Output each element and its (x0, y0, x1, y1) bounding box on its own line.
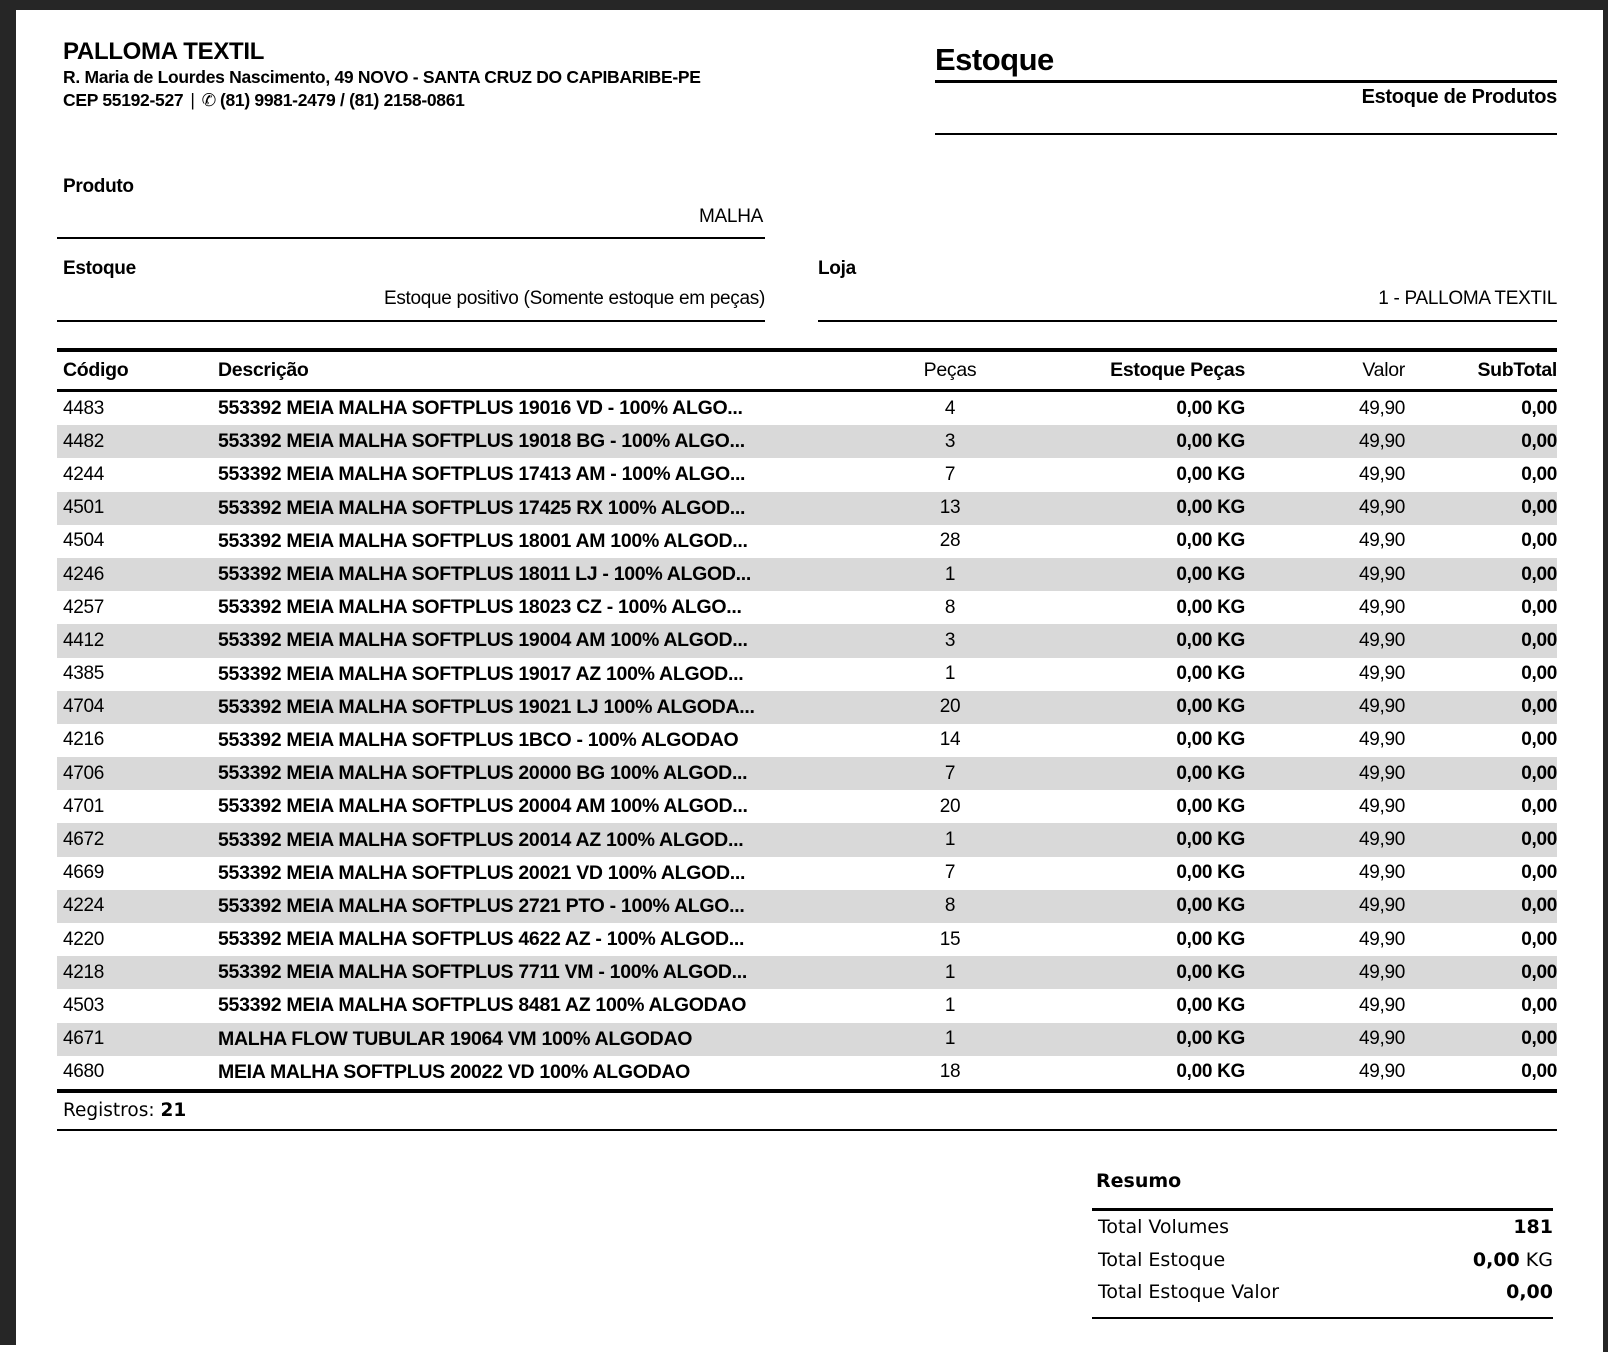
cell-estoque: 0,00 KG (1176, 1028, 1245, 1050)
cell-descricao: 553392 MEIA MALHA SOFTPLUS 17425 RX 100% ALGOD... (218, 496, 746, 519)
company-cep: CEP 55192-527 (63, 90, 184, 110)
cell-codigo: 4412 (63, 629, 105, 651)
table-body (57, 392, 1557, 1089)
cell-descricao: 553392 MEIA MALHA SOFTPLUS 2721 PTO - 100% ALGO... (218, 894, 745, 917)
table-row (57, 890, 1557, 923)
cell-pecas: 3 (944, 629, 956, 651)
cell-pecas: 1 (944, 563, 956, 585)
cell-subtotal: 0,00 (1521, 729, 1557, 751)
cell-subtotal: 0,00 (1521, 1028, 1557, 1050)
cell-codigo: 4671 (63, 1028, 105, 1050)
cell-codigo: 4216 (63, 729, 105, 751)
col-header-descricao: Descrição (218, 359, 309, 381)
cell-subtotal: 0,00 (1521, 463, 1557, 485)
cell-pecas: 14 (939, 729, 961, 751)
cell-subtotal: 0,00 (1521, 928, 1557, 950)
viewer-frame-left (0, 0, 16, 1345)
cell-subtotal: 0,00 (1521, 696, 1557, 718)
cell-descricao: 553392 MEIA MALHA SOFTPLUS 18023 CZ - 100% ALGO... (218, 596, 742, 619)
cell-valor: 49,90 (1358, 1061, 1405, 1083)
cell-estoque: 0,00 KG (1176, 961, 1245, 983)
cell-pecas: 18 (939, 1061, 961, 1083)
col-header-valor: Valor (1362, 359, 1405, 381)
cell-pecas: 1 (944, 829, 956, 851)
summary-row-total-estoque-valor (1092, 1276, 1553, 1309)
cell-valor: 49,90 (1358, 994, 1405, 1016)
cell-pecas: 3 (944, 430, 956, 452)
cell-valor: 49,90 (1358, 795, 1405, 817)
cell-pecas: 7 (944, 862, 956, 884)
cell-valor: 49,90 (1358, 430, 1405, 452)
table-row (57, 691, 1557, 724)
cell-pecas: 28 (939, 530, 961, 552)
cell-pecas: 13 (939, 497, 961, 519)
report-subtitle: Estoque de Produtos (1361, 86, 1557, 108)
table-row (57, 790, 1557, 823)
cell-valor: 49,90 (1358, 928, 1405, 950)
cell-valor: 49,90 (1358, 596, 1405, 618)
summary-label: Total Estoque (1098, 1248, 1226, 1271)
company-address: R. Maria de Lourdes Nascimento, 49 NOVO - SANTA CRUZ DO CAPIBARIBE-PE (63, 67, 701, 87)
cell-subtotal: 0,00 (1521, 829, 1557, 851)
cell-valor: 49,90 (1358, 961, 1405, 983)
cell-estoque: 0,00 KG (1176, 663, 1245, 685)
cell-codigo: 4246 (63, 563, 105, 585)
cell-estoque: 0,00 KG (1176, 895, 1245, 917)
cell-codigo: 4224 (63, 895, 105, 917)
cell-valor: 49,90 (1358, 696, 1405, 718)
cell-estoque: 0,00 KG (1176, 862, 1245, 884)
table-row (57, 425, 1557, 458)
cell-estoque: 0,00 KG (1176, 530, 1245, 552)
summary-value: 0,00 KG (1472, 1248, 1553, 1271)
cell-estoque: 0,00 KG (1176, 696, 1245, 718)
cell-estoque: 0,00 KG (1176, 1061, 1245, 1083)
cell-descricao: 553392 MEIA MALHA SOFTPLUS 19016 VD - 100% ALGO... (218, 397, 743, 420)
col-header-codigo: Código (63, 359, 129, 381)
cell-descricao: 553392 MEIA MALHA SOFTPLUS 20000 BG 100% ALGOD... (218, 762, 748, 785)
summary-title: Resumo (1096, 1170, 1182, 1192)
filter-estoque-label: Estoque (63, 258, 136, 279)
cell-valor: 49,90 (1358, 729, 1405, 751)
table-header-row (57, 352, 1557, 389)
viewer-frame-top (0, 0, 1608, 10)
cell-codigo: 4672 (63, 829, 105, 851)
table-row (57, 724, 1557, 757)
table-row (57, 757, 1557, 790)
cell-descricao: 553392 MEIA MALHA SOFTPLUS 17413 AM - 100% ALGO... (218, 463, 746, 486)
table-row (57, 591, 1557, 624)
table-row (57, 392, 1557, 425)
filter-estoque-value: Estoque positivo (Somente estoque em peças) (383, 288, 765, 309)
cell-codigo: 4244 (63, 463, 105, 485)
registros-count-line (63, 1100, 186, 1121)
cell-valor: 49,90 (1358, 530, 1405, 552)
cell-codigo: 4220 (63, 928, 105, 950)
table-row (57, 956, 1557, 989)
company-name: PALLOMA TEXTIL (63, 38, 265, 65)
company-phones: (81) 9981-2479 / (81) 2158-0861 (219, 90, 465, 110)
cell-descricao: 553392 MEIA MALHA SOFTPLUS 18011 LJ - 100% ALGOD... (218, 563, 752, 586)
cell-pecas: 7 (944, 762, 956, 784)
cell-subtotal: 0,00 (1521, 629, 1557, 651)
cell-estoque: 0,00 KG (1176, 994, 1245, 1016)
cell-subtotal: 0,00 (1521, 563, 1557, 585)
cell-codigo: 4669 (63, 862, 105, 884)
subtitle-underline (935, 133, 1557, 135)
cell-pecas: 1 (944, 994, 956, 1016)
cell-descricao: MEIA MALHA SOFTPLUS 20022 VD 100% ALGODAO (218, 1060, 691, 1083)
registros-underline (57, 1129, 1557, 1131)
summary-label: Total Estoque Valor (1098, 1281, 1280, 1303)
cell-pecas: 4 (944, 397, 956, 419)
table-row (57, 823, 1557, 856)
summary-row-total-volumes (1092, 1211, 1553, 1244)
cell-descricao: 553392 MEIA MALHA SOFTPLUS 19004 AM 100% ALGOD... (218, 629, 748, 652)
table-row (57, 658, 1557, 691)
cell-pecas: 7 (944, 463, 956, 485)
cell-estoque: 0,00 KG (1176, 397, 1245, 419)
cell-estoque: 0,00 KG (1176, 629, 1245, 651)
cell-valor: 49,90 (1358, 463, 1405, 485)
cell-estoque: 0,00 KG (1176, 829, 1245, 851)
cell-descricao: 553392 MEIA MALHA SOFTPLUS 4622 AZ - 100% ALGOD... (218, 928, 745, 951)
summary-bottom-border (1092, 1317, 1553, 1319)
cell-subtotal: 0,00 (1521, 895, 1557, 917)
cell-valor: 49,90 (1358, 629, 1405, 651)
cell-pecas: 15 (939, 928, 961, 950)
cell-pecas: 8 (944, 596, 956, 618)
cell-pecas: 8 (944, 895, 956, 917)
cell-subtotal: 0,00 (1521, 994, 1557, 1016)
cell-descricao: 553392 MEIA MALHA SOFTPLUS 7711 VM - 100% ALGOD... (218, 961, 747, 984)
cell-descricao: 553392 MEIA MALHA SOFTPLUS 19018 BG - 100% ALGO... (218, 430, 745, 453)
cell-subtotal: 0,00 (1521, 430, 1557, 452)
summary-value: 0,00 (1506, 1281, 1553, 1303)
filter-loja-label: Loja (818, 258, 856, 279)
cell-subtotal: 0,00 (1521, 596, 1557, 618)
summary-row-total-estoque (1092, 1244, 1553, 1277)
table-row (57, 1023, 1557, 1056)
title-underline (935, 80, 1557, 83)
cell-estoque: 0,00 KG (1176, 463, 1245, 485)
cell-pecas: 1 (944, 961, 956, 983)
cell-subtotal: 0,00 (1521, 961, 1557, 983)
cell-codigo: 4701 (63, 795, 105, 817)
cell-codigo: 4482 (63, 430, 105, 452)
stock-table (57, 348, 1557, 1093)
cell-descricao: 553392 MEIA MALHA SOFTPLUS 8481 AZ 100% ALGODAO (218, 994, 747, 1017)
table-row (57, 492, 1557, 525)
cell-subtotal: 0,00 (1521, 1061, 1557, 1083)
table-row (57, 1056, 1557, 1089)
cell-valor: 49,90 (1358, 895, 1405, 917)
table-row (57, 989, 1557, 1022)
cell-valor: 49,90 (1358, 397, 1405, 419)
cell-subtotal: 0,00 (1521, 762, 1557, 784)
cell-codigo: 4483 (63, 397, 105, 419)
table-row (57, 857, 1557, 890)
summary-label: Total Volumes (1098, 1216, 1229, 1238)
cell-estoque: 0,00 KG (1176, 729, 1245, 751)
summary-value: 181 (1513, 1216, 1553, 1238)
cell-subtotal: 0,00 (1521, 530, 1557, 552)
cell-subtotal: 0,00 (1521, 397, 1557, 419)
cell-subtotal: 0,00 (1521, 663, 1557, 685)
filter-produto-label: Produto (63, 176, 134, 197)
cell-estoque: 0,00 KG (1176, 430, 1245, 452)
table-bottom-border (57, 1089, 1557, 1093)
registros-label: Registros: (63, 1100, 155, 1121)
cell-pecas: 20 (939, 795, 961, 817)
cell-estoque: 0,00 KG (1176, 596, 1245, 618)
cell-estoque: 0,00 KG (1176, 795, 1245, 817)
company-header (63, 38, 701, 112)
viewer-frame-right (1603, 0, 1608, 1352)
summary-panel (1092, 1170, 1553, 1319)
registros-count: 21 (160, 1100, 187, 1121)
filter-estoque-underline (57, 320, 765, 322)
cell-valor: 49,90 (1358, 1028, 1405, 1050)
filter-produto-underline (57, 237, 765, 239)
cell-descricao: 553392 MEIA MALHA SOFTPLUS 20014 AZ 100% ALGOD... (218, 828, 744, 851)
cell-descricao: 553392 MEIA MALHA SOFTPLUS 20004 AM 100% ALGOD... (218, 795, 748, 818)
cell-codigo: 4504 (63, 530, 105, 552)
table-row (57, 525, 1557, 558)
cell-valor: 49,90 (1358, 497, 1405, 519)
cell-codigo: 4218 (63, 961, 105, 983)
cell-descricao: 553392 MEIA MALHA SOFTPLUS 1BCO - 100% ALGODAO (218, 728, 739, 751)
report-title: Estoque (935, 42, 1054, 77)
cell-valor: 49,90 (1358, 563, 1405, 585)
cell-valor: 49,90 (1358, 829, 1405, 851)
cell-codigo: 4706 (63, 762, 105, 784)
cell-estoque: 0,00 KG (1176, 762, 1245, 784)
table-row (57, 923, 1557, 956)
cell-subtotal: 0,00 (1521, 497, 1557, 519)
cell-estoque: 0,00 KG (1176, 563, 1245, 585)
table-row (57, 624, 1557, 657)
filter-produto-value: MALHA (699, 206, 763, 227)
cell-codigo: 4704 (63, 696, 105, 718)
company-contact-line (63, 89, 701, 112)
cell-subtotal: 0,00 (1521, 795, 1557, 817)
cell-codigo: 4501 (63, 497, 105, 519)
cell-pecas: 20 (939, 696, 961, 718)
cell-subtotal: 0,00 (1521, 862, 1557, 884)
cell-estoque: 0,00 KG (1176, 928, 1245, 950)
phone-icon: ✆ (201, 90, 216, 110)
cell-descricao: 553392 MEIA MALHA SOFTPLUS 20021 VD 100% ALGOD... (218, 861, 746, 884)
cell-valor: 49,90 (1358, 663, 1405, 685)
cell-valor: 49,90 (1358, 762, 1405, 784)
cell-descricao: MALHA FLOW TUBULAR 19064 VM 100% ALGODAO (218, 1027, 693, 1050)
cell-descricao: 553392 MEIA MALHA SOFTPLUS 19017 AZ 100% ALGOD... (218, 662, 744, 685)
cell-codigo: 4680 (63, 1061, 105, 1083)
cell-estoque: 0,00 KG (1176, 497, 1245, 519)
col-header-estoque-pecas: Estoque Peças (1110, 359, 1245, 381)
cell-pecas: 1 (944, 1028, 956, 1050)
table-row (57, 458, 1557, 491)
cell-codigo: 4257 (63, 596, 105, 618)
filter-loja-underline (818, 320, 1557, 322)
separator: | (190, 90, 195, 110)
col-header-pecas: Peças (923, 359, 977, 381)
cell-descricao: 553392 MEIA MALHA SOFTPLUS 19021 LJ 100% ALGODA... (218, 695, 755, 718)
table-row (57, 558, 1557, 591)
filter-loja-value: 1 - PALLOMA TEXTIL (1378, 288, 1557, 309)
col-header-subtotal: SubTotal (1477, 359, 1557, 381)
cell-descricao: 553392 MEIA MALHA SOFTPLUS 18001 AM 100% ALGOD... (218, 529, 748, 552)
cell-pecas: 1 (944, 663, 956, 685)
cell-valor: 49,90 (1358, 862, 1405, 884)
cell-codigo: 4503 (63, 994, 105, 1016)
cell-codigo: 4385 (63, 663, 105, 685)
